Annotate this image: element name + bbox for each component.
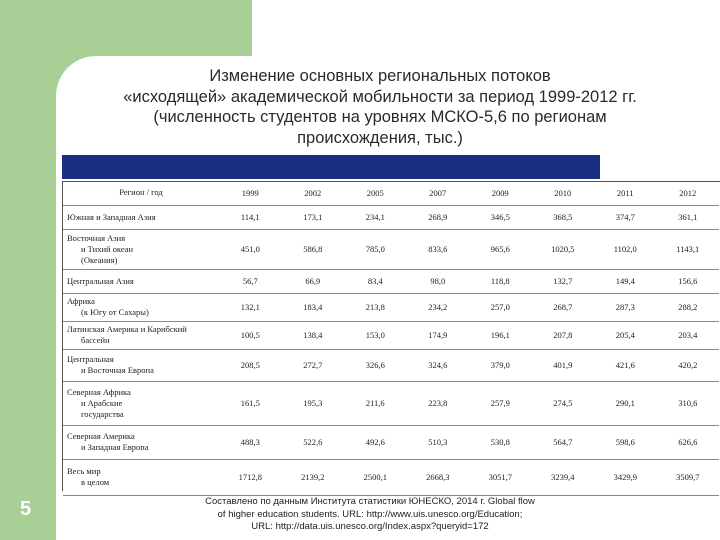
region-name-line: Центральная <box>67 354 114 364</box>
value-cell: 598,6 <box>594 425 657 459</box>
value-cell: 183,4 <box>282 293 345 321</box>
value-cell: 288,2 <box>657 293 720 321</box>
region-name-line: Северная Америка <box>67 431 135 441</box>
region-name <box>63 459 219 495</box>
table-row <box>63 293 719 321</box>
value-cell: 785,0 <box>344 229 407 269</box>
region-name-line: Южная и Западная Азия <box>67 211 156 222</box>
value-cell: 2500,1 <box>344 459 407 495</box>
value-cell: 1020,5 <box>532 229 595 269</box>
table-row <box>63 425 719 459</box>
region-name <box>63 425 219 459</box>
value-cell: 257,0 <box>469 293 532 321</box>
region-name-line: бассейн <box>81 335 110 345</box>
source-note <box>186 496 554 534</box>
region-name-line: (Океания) <box>81 254 118 265</box>
table-row <box>63 381 719 425</box>
value-cell: 2139,2 <box>282 459 345 495</box>
value-cell: 326,6 <box>344 349 407 381</box>
value-cell: 368,5 <box>532 205 595 229</box>
page-number: 5 <box>20 498 32 520</box>
value-cell: 290,1 <box>594 381 657 425</box>
value-cell: 324,6 <box>407 349 470 381</box>
value-cell: 234,2 <box>407 293 470 321</box>
region-name-line: и Тихий океан <box>81 243 134 254</box>
value-cell: 207,8 <box>532 321 595 349</box>
region-name <box>63 205 219 229</box>
value-cell: 488,3 <box>219 425 282 459</box>
value-cell: 213,8 <box>344 293 407 321</box>
value-cell: 374,7 <box>594 205 657 229</box>
table-row <box>63 349 719 381</box>
value-cell: 626,6 <box>657 425 720 459</box>
value-cell: 138,4 <box>282 321 345 349</box>
value-cell: 149,4 <box>594 269 657 293</box>
value-cell: 208,5 <box>219 349 282 381</box>
value-cell: 492,6 <box>344 425 407 459</box>
value-cell: 195,3 <box>282 381 345 425</box>
value-cell: 421,6 <box>594 349 657 381</box>
value-cell: 310,6 <box>657 381 720 425</box>
table-row <box>63 205 719 229</box>
region-name-line: Восточная Азия <box>67 232 126 243</box>
value-cell: 586,8 <box>282 229 345 269</box>
table-header-row <box>63 181 719 205</box>
value-cell: 401,9 <box>532 349 595 381</box>
region-name <box>63 293 219 321</box>
value-cell: 272,7 <box>282 349 345 381</box>
value-cell: 66,9 <box>282 269 345 293</box>
value-cell: 522,6 <box>282 425 345 459</box>
value-cell: 1102,0 <box>594 229 657 269</box>
value-cell: 833,6 <box>407 229 470 269</box>
decor-green-strip <box>0 0 56 540</box>
value-cell: 530,8 <box>469 425 532 459</box>
value-cell: 257,9 <box>469 381 532 425</box>
title-line: происхождения, тыс.) <box>297 128 463 147</box>
value-cell: 114,1 <box>219 205 282 229</box>
value-cell: 361,1 <box>657 205 720 229</box>
value-cell: 965,6 <box>469 229 532 269</box>
source-line: of higher education students. URL: http://www.uis.unesco.org/Education; <box>217 508 523 520</box>
header-year: 1999 <box>219 181 282 205</box>
value-cell: 379,0 <box>469 349 532 381</box>
value-cell: 274,5 <box>532 381 595 425</box>
value-cell: 211,6 <box>344 381 407 425</box>
region-name <box>63 349 219 381</box>
value-cell: 196,1 <box>469 321 532 349</box>
value-cell: 1143,1 <box>657 229 720 269</box>
header-year: 2002 <box>282 181 345 205</box>
value-cell: 268,7 <box>532 293 595 321</box>
table-row <box>63 269 719 293</box>
value-cell: 3509,7 <box>657 459 720 495</box>
region-name-line: в целом <box>81 477 110 487</box>
region-name-line: и Западная Европа <box>81 442 149 452</box>
value-cell: 346,5 <box>469 205 532 229</box>
region-name <box>63 321 219 349</box>
title-line: (численность студентов на уровнях МСКО-5,6 по регионам <box>153 108 607 126</box>
value-cell: 3239,4 <box>532 459 595 495</box>
region-name-line: (к Югу от Сахары) <box>81 307 149 317</box>
value-cell: 1712,8 <box>219 459 282 495</box>
value-cell: 234,1 <box>344 205 407 229</box>
region-name <box>63 229 219 269</box>
value-cell: 132,1 <box>219 293 282 321</box>
table-row <box>63 321 719 349</box>
value-cell: 156,6 <box>657 269 720 293</box>
region-name-line: государства <box>81 408 124 419</box>
region-name <box>63 381 219 425</box>
value-cell: 564,7 <box>532 425 595 459</box>
table-row <box>63 229 719 269</box>
value-cell: 205,4 <box>594 321 657 349</box>
region-name-line: Латинская Америка и Карибский <box>67 324 187 334</box>
header-year: 2007 <box>407 181 470 205</box>
header-year: 2009 <box>469 181 532 205</box>
decor-blue-bar <box>62 155 600 179</box>
value-cell: 510,3 <box>407 425 470 459</box>
header-year: 2011 <box>594 181 657 205</box>
value-cell: 173,1 <box>282 205 345 229</box>
source-line: Составлено по данным Института статистики ЮНЕСКО, 2014 г. Global flow <box>205 496 535 507</box>
slide-title <box>62 66 698 148</box>
value-cell: 174,9 <box>407 321 470 349</box>
value-cell: 3051,7 <box>469 459 532 495</box>
value-cell: 203,4 <box>657 321 720 349</box>
mobility-table-body <box>63 181 719 495</box>
value-cell: 83,4 <box>344 269 407 293</box>
table-row <box>63 459 719 495</box>
value-cell: 3429,9 <box>594 459 657 495</box>
title-line: «исходящей» академической мобильности за период 1999-2012 гг. <box>123 87 637 106</box>
header-region-label: Регион / год <box>63 181 219 205</box>
region-name <box>63 269 219 293</box>
value-cell: 2668,3 <box>407 459 470 495</box>
value-cell: 223,8 <box>407 381 470 425</box>
region-name-line: Африка <box>67 296 95 306</box>
header-year: 2005 <box>344 181 407 205</box>
value-cell: 161,5 <box>219 381 282 425</box>
value-cell: 132,7 <box>532 269 595 293</box>
header-year: 2012 <box>657 181 720 205</box>
value-cell: 268,9 <box>407 205 470 229</box>
header-year: 2010 <box>532 181 595 205</box>
value-cell: 420,2 <box>657 349 720 381</box>
region-name-line: Центральная Азия <box>67 275 134 286</box>
region-name-line: и Восточная Европа <box>81 365 154 375</box>
value-cell: 100,5 <box>219 321 282 349</box>
value-cell: 287,3 <box>594 293 657 321</box>
region-name-line: Северная Африка <box>67 386 131 397</box>
value-cell: 118,8 <box>469 269 532 293</box>
mobility-table <box>63 181 719 496</box>
value-cell: 153,0 <box>344 321 407 349</box>
value-cell: 451,0 <box>219 229 282 269</box>
value-cell: 56,7 <box>219 269 282 293</box>
region-name-line: и Арабские <box>81 397 123 408</box>
source-line: URL: http://data.uis.unesco.org/Index.aspx?queryid=172 <box>251 521 489 532</box>
region-name-line: Весь мир <box>67 466 101 476</box>
title-line: Изменение основных региональных потоков <box>209 67 551 85</box>
value-cell: 98,0 <box>407 269 470 293</box>
